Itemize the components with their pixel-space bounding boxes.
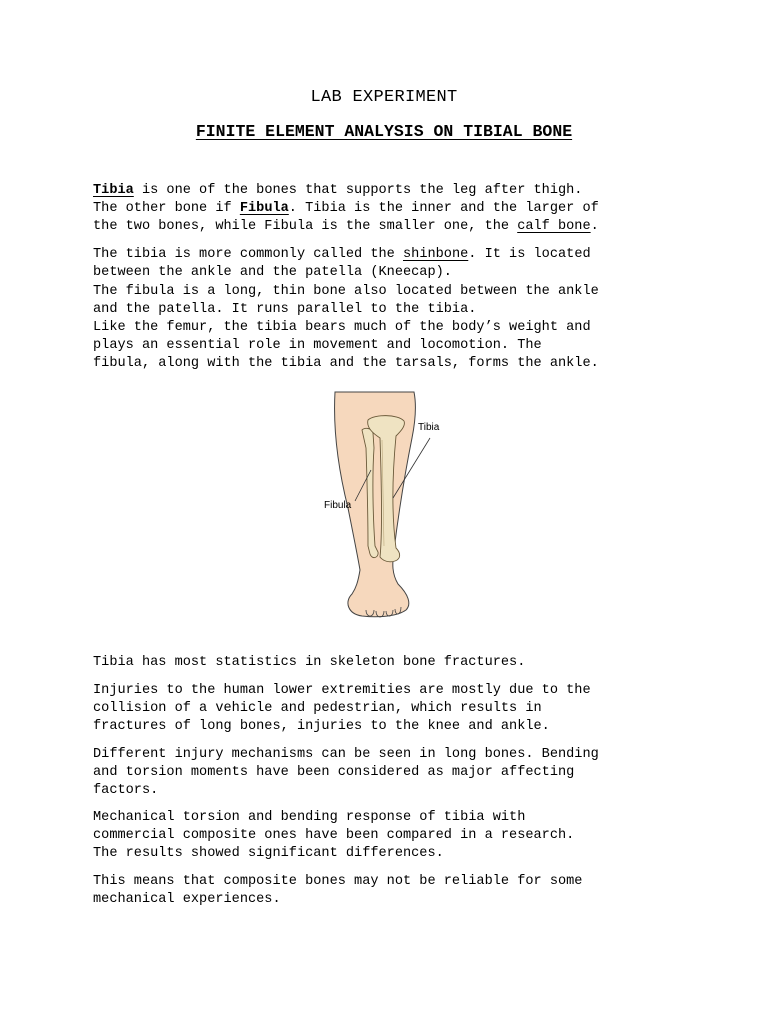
research-line-1: Mechanical torsion and bending response of tibia with [93,810,526,825]
injuries-line-3: fractures of long bones, injuries to the knee and ankle. [93,719,550,734]
fibula-line-1: The fibula is a long, thin bone also located between the ankle [93,284,599,299]
document-title: LAB EXPERIMENT [310,88,458,107]
intro-line-1 [93,182,693,200]
shinbone-line-2: between the ankle and the patella (Kneecap). [93,265,452,280]
fibula-line-2: and the patella. It runs parallel to the tibia. [93,302,477,317]
term-fibula: Fibula [239,201,289,216]
mechanisms-line-3: factors. [93,783,159,798]
shinbone-line-1-start: The tibia is more commonly called the [93,247,403,262]
intro-line-2-text: . Tibia is the inner and the larger of [288,201,599,216]
fracture-stats-paragraph [93,654,693,672]
intro-line-1-text: is one of the bones that supports the leg after thigh. [133,183,583,198]
fibula-paragraph [93,283,693,319]
research-line-2: commercial composite ones have been compared in a research. [93,828,575,843]
tibia-label: Tibia [418,422,440,433]
injuries-line-2: collision of a vehicle and pedestrian, which results in [93,701,542,716]
shinbone-line-1-rest: . It is located [468,247,591,262]
femur-paragraph [93,319,693,373]
research-paragraph [93,809,693,863]
intro-line-3-start: the two bones, while Fibula is the smaller one, the [93,219,518,234]
intro-paragraph [93,182,693,236]
femur-line-3: fibula, along with the tibia and the tarsals, forms the ankle. [93,356,599,371]
mechanisms-paragraph [93,746,693,800]
mechanisms-line-1: Different injury mechanisms can be seen in long bones. Bending [93,747,599,762]
document-subtitle [0,122,768,141]
term-tibia: Tibia [93,183,134,198]
injuries-paragraph [93,682,693,736]
fibula-label: Fibula [324,500,352,511]
intro-line-2 [93,200,693,218]
research-line-3: The results showed significant differences. [93,846,444,861]
term-shinbone: shinbone [403,247,469,262]
leg-bones-illustration [300,388,470,620]
shinbone-line-1 [93,246,693,264]
femur-line-1: Like the femur, the tibia bears much of the body’s weight and [93,320,591,335]
conclusion-paragraph [93,873,693,909]
term-calf-bone: calf bone [517,219,591,234]
intro-line-3 [93,218,693,236]
femur-line-2: plays an essential role in movement and locomotion. The [93,338,542,353]
stats-line-1: Tibia has most statistics in skeleton bone fractures. [93,655,526,670]
mechanisms-line-2: and torsion moments have been considered as major affecting [93,765,575,780]
shinbone-paragraph [93,246,693,282]
conclusion-line-1: This means that composite bones may not be reliable for some [93,874,583,889]
subtitle-text: FINITE ELEMENT ANALYSIS ON TIBIAL BONE [195,122,573,141]
injuries-line-1: Injuries to the human lower extremities are mostly due to the [93,683,591,698]
intro-line-3-end: . [590,219,599,234]
intro-line-2-start: The other bone if [93,201,240,216]
conclusion-line-2: mechanical experiences. [93,892,281,907]
